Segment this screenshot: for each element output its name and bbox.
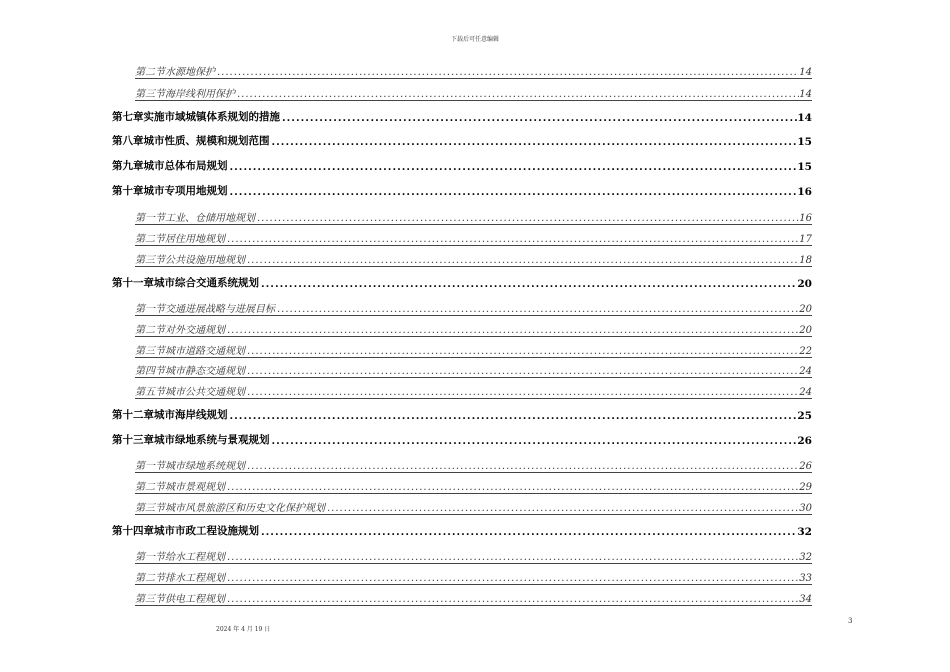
toc-leader-dots <box>245 387 799 398</box>
toc-leader-dots <box>275 304 799 315</box>
toc-leader-dots <box>280 112 797 124</box>
toc-leader-dots <box>228 186 798 198</box>
toc-entry-page: 29 <box>799 482 812 493</box>
toc-entry-title: 第二节居住用地规划 <box>135 234 225 245</box>
toc-chapter-entry[interactable] <box>112 406 812 422</box>
toc-entry-page: 18 <box>799 255 812 266</box>
toc-entry-title: 第五节城市公共交通规划 <box>135 387 245 398</box>
toc-entry-title: 第三节海岸线利用保护 <box>135 89 235 100</box>
toc-entry-page: 16 <box>797 186 812 198</box>
toc-leader-dots <box>225 325 799 336</box>
page-number: 3 <box>848 617 853 625</box>
toc-entry-title: 第七章实施市域城镇体系规划的措施 <box>112 111 280 123</box>
toc-entry-page: 16 <box>799 213 812 224</box>
toc-leader-dots <box>325 503 799 514</box>
toc-chapter-entry[interactable] <box>112 431 812 447</box>
toc-leader-dots <box>235 89 799 100</box>
toc-leader-dots <box>245 255 799 266</box>
toc-entry-page: 26 <box>799 461 812 472</box>
toc-entry-page: 14 <box>799 89 812 100</box>
toc-leader-dots <box>255 213 799 224</box>
toc-entry-page: 32 <box>799 552 812 563</box>
toc-entry-page: 20 <box>797 278 812 290</box>
toc-entry-title: 第四节城市静态交通规划 <box>135 366 245 377</box>
toc-section-entry[interactable] <box>135 250 812 267</box>
toc-entry-title: 第一节交通进展战略与进展目标 <box>135 304 275 315</box>
toc-entry-page: 30 <box>799 503 812 514</box>
toc-leader-dots <box>259 526 797 538</box>
toc-section-entry[interactable] <box>135 477 812 494</box>
toc-section-entry[interactable] <box>135 208 812 225</box>
toc-entry-page: 15 <box>797 161 812 173</box>
toc-entry-title: 第八章城市性质、规模和规划范围 <box>112 135 270 147</box>
toc-entry-page: 24 <box>799 366 812 377</box>
toc-entry-title: 第十三章城市绿地系统与景观规划 <box>112 434 270 446</box>
toc-section-entry[interactable] <box>135 382 812 399</box>
toc-entry-page: 22 <box>799 346 812 357</box>
toc-entry-title: 第三节公共设施用地规划 <box>135 255 245 266</box>
toc-leader-dots <box>225 482 799 493</box>
toc-entry-title: 第三节城市道路交通规划 <box>135 346 245 357</box>
toc-entry-page: 26 <box>797 435 812 447</box>
toc-section-entry[interactable] <box>135 299 812 316</box>
toc-entry-page: 14 <box>797 112 812 124</box>
toc-entry-title: 第十章城市专项用地规划 <box>112 185 228 197</box>
toc-entry-title: 第二节城市景观规划 <box>135 482 225 493</box>
toc-entry-page: 32 <box>797 526 812 538</box>
toc-entry-title: 第九章城市总体布局规划 <box>112 160 228 172</box>
toc-chapter-entry[interactable] <box>112 274 812 290</box>
toc-entry-page: 14 <box>799 67 812 78</box>
toc-leader-dots <box>228 410 798 422</box>
toc-leader-dots <box>225 234 799 245</box>
toc-leader-dots <box>259 278 797 290</box>
toc-entry-title: 第一节工业、仓储用地规划 <box>135 213 255 224</box>
toc-section-entry[interactable] <box>135 62 812 79</box>
toc-entry-title: 第二节对外交通规划 <box>135 325 225 336</box>
toc-leader-dots <box>245 346 799 357</box>
toc-entry-page: 20 <box>799 304 812 315</box>
toc-entry-page: 33 <box>799 573 812 584</box>
toc-chapter-entry[interactable] <box>112 182 812 198</box>
toc-entry-title: 第一节城市绿地系统规划 <box>135 461 245 472</box>
toc-entry-title: 第三节供电工程规划 <box>135 594 225 605</box>
toc-leader-dots <box>270 136 798 148</box>
toc-entry-page: 15 <box>797 136 812 148</box>
toc-entry-title: 第十四章城市市政工程设施规划 <box>112 525 259 537</box>
toc-section-entry[interactable] <box>135 498 812 515</box>
toc-leader-dots <box>215 67 799 78</box>
toc-chapter-entry[interactable] <box>112 108 812 124</box>
page-header: 下载后可任意编辑 <box>450 36 499 43</box>
toc-chapter-entry[interactable] <box>112 157 812 173</box>
toc-section-entry[interactable] <box>135 361 812 378</box>
toc-chapter-entry[interactable] <box>112 132 812 148</box>
toc-leader-dots <box>225 594 799 605</box>
footer-date: 2024 年 4 月 19 日 <box>216 626 271 633</box>
toc-entry-page: 25 <box>797 410 812 422</box>
toc-entry-title: 第十一章城市综合交通系统规划 <box>112 277 259 289</box>
toc-leader-dots <box>228 161 798 173</box>
toc-leader-dots <box>225 573 799 584</box>
toc-entry-title: 第二节排水工程规划 <box>135 573 225 584</box>
toc-section-entry[interactable] <box>135 568 812 585</box>
toc-section-entry[interactable] <box>135 589 812 606</box>
toc-entry-page: 17 <box>799 234 812 245</box>
toc-section-entry[interactable] <box>135 456 812 473</box>
toc-entry-page: 24 <box>799 387 812 398</box>
toc-section-entry[interactable] <box>135 229 812 246</box>
toc-section-entry[interactable] <box>135 84 812 101</box>
toc-leader-dots <box>245 366 799 377</box>
toc-entry-title: 第二节水源地保护 <box>135 67 215 78</box>
toc-section-entry[interactable] <box>135 547 812 564</box>
toc-entry-title: 第三节城市风景旅游区和历史文化保护规划 <box>135 503 325 514</box>
toc-entry-title: 第一节给水工程规划 <box>135 552 225 563</box>
toc-entry-page: 20 <box>799 325 812 336</box>
toc-leader-dots <box>225 552 799 563</box>
toc-leader-dots <box>245 461 799 472</box>
toc-entry-page: 34 <box>799 594 812 605</box>
toc-chapter-entry[interactable] <box>112 522 812 538</box>
toc-leader-dots <box>270 435 798 447</box>
toc-section-entry[interactable] <box>135 341 812 358</box>
toc-entry-title: 第十二章城市海岸线规划 <box>112 409 228 421</box>
toc-section-entry[interactable] <box>135 320 812 337</box>
